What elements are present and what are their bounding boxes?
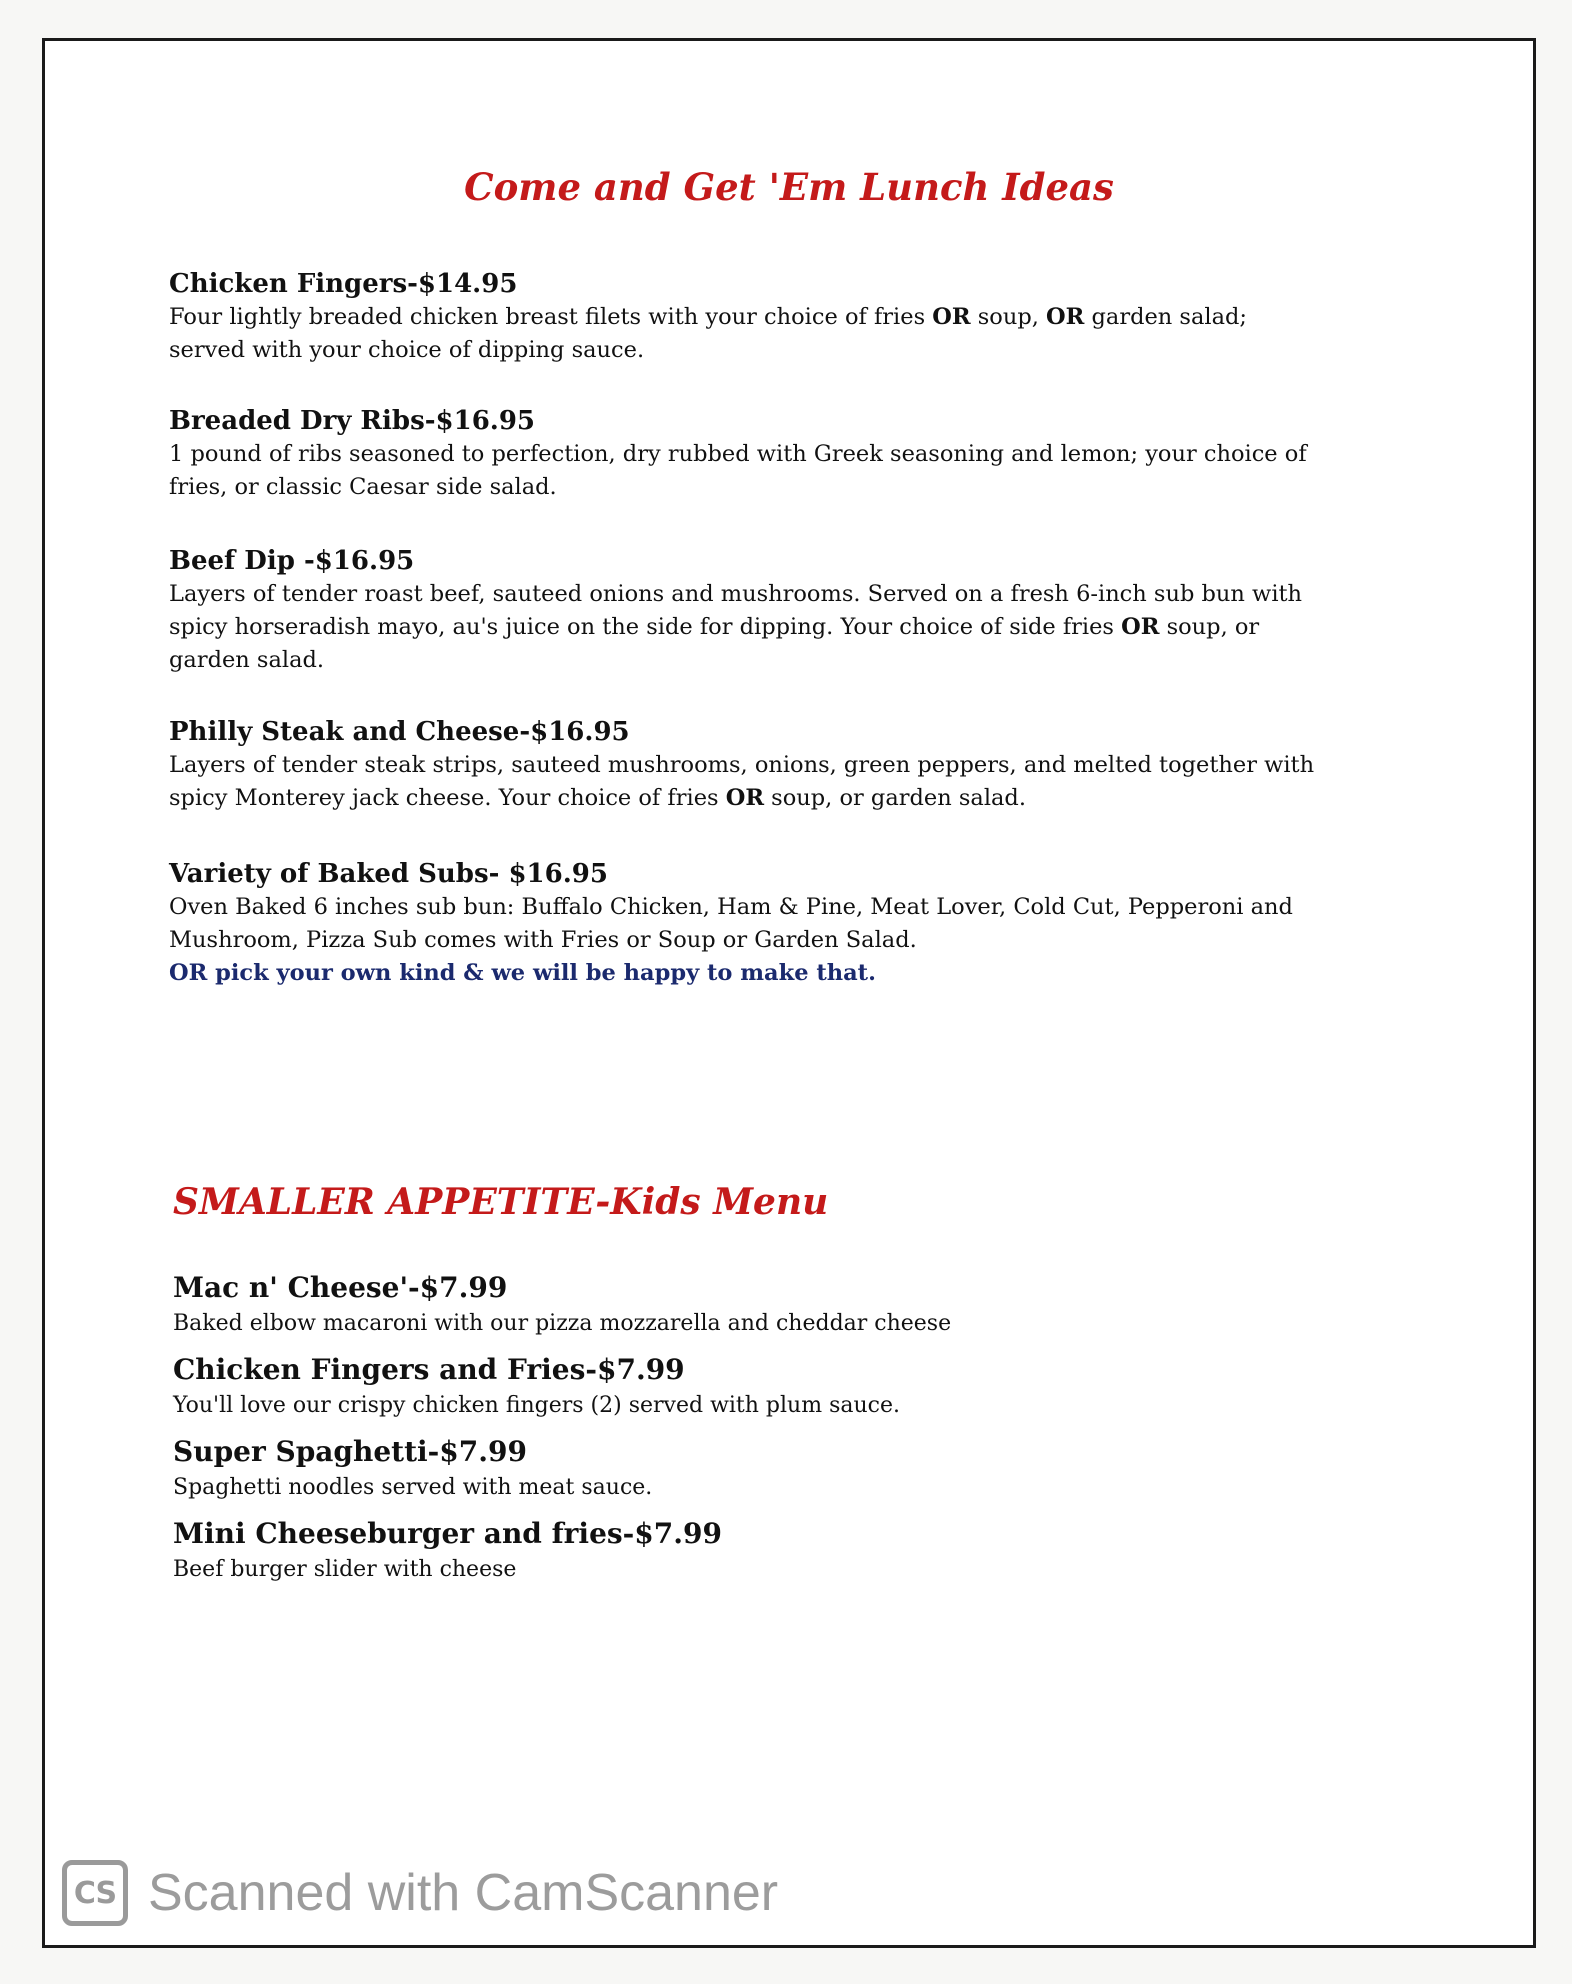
camscanner-logo-icon: CS <box>62 1860 128 1926</box>
kids-section-title: SMALLER APPETITE-Kids Menu <box>173 1181 829 1223</box>
menu-item-name: Beef Dip -$16.95 <box>169 546 415 576</box>
menu-item-name: Breaded Dry Ribs-$16.95 <box>169 406 536 436</box>
menu-item-description-line <box>169 334 1469 367</box>
menu-item-description-line <box>169 644 1469 677</box>
description-text: 1 pound of ribs seasoned to perfection, dry rubbed with Greek seasoning and lemon; your choice of <box>169 441 1307 467</box>
kids-menu-item-name: Chicken Fingers and Fries-$7.99 <box>173 1353 685 1386</box>
menu-item-description-line <box>169 782 1469 815</box>
kids-menu-item <box>173 1515 1273 1587</box>
menu-item-description-line <box>169 924 1469 957</box>
menu-item <box>169 267 1469 367</box>
description-text: Layers of tender steak strips, sauteed mushrooms, onions, green peppers, and melted together with <box>169 752 1315 778</box>
description-text: fries, or classic Caesar side salad. <box>169 474 557 500</box>
menu-item-name: Philly Steak and Cheese-$16.95 <box>169 717 630 747</box>
menu-item <box>169 544 1469 677</box>
description-text: garden salad; <box>1084 304 1247 330</box>
kids-menu-item-description: Beef burger slider with cheese <box>173 1557 517 1582</box>
kids-menu-item-description: You'll love our crispy chicken fingers (2) served with plum sauce. <box>173 1393 900 1418</box>
menu-item-description-line <box>169 891 1469 924</box>
menu-item-description-line <box>169 578 1469 611</box>
kids-menu-item-name: Super Spaghetti-$7.99 <box>173 1435 527 1468</box>
camscanner-watermark <box>62 1860 778 1926</box>
menu-item-description-line <box>169 301 1469 334</box>
menu-item-description-line <box>169 438 1469 471</box>
description-text: Oven Baked 6 inches sub bun: Buffalo Chicken, Ham & Pine, Meat Lover, Cold Cut, Pepperoni and <box>169 894 1293 920</box>
emphasis-text: OR <box>932 304 971 330</box>
menu-item <box>169 715 1469 815</box>
description-text: Layers of tender roast beef, sauteed onions and mushrooms. Served on a fresh 6-inch sub bun with <box>169 581 1303 607</box>
kids-menu-item-description: Spaghetti noodles served with meat sauce. <box>173 1475 653 1500</box>
description-text: Four lightly breaded chicken breast filets with your choice of fries <box>169 304 933 330</box>
menu-item <box>169 404 1469 504</box>
kids-menu-item-name: Mini Cheeseburger and fries-$7.99 <box>173 1517 722 1550</box>
lunch-section-title: Come and Get 'Em Lunch Ideas <box>464 165 1114 209</box>
lunch-items-list <box>169 267 1469 1027</box>
menu-item <box>169 857 1469 990</box>
description-text: spicy horseradish mayo, au's juice on the side for dipping. Your choice of side fries <box>169 614 1122 640</box>
camscanner-text: Scanned with CamScanner <box>148 1864 779 1922</box>
emphasis-text: OR <box>1121 614 1160 640</box>
menu-item-name: Chicken Fingers-$14.95 <box>169 269 518 299</box>
menu-item-description-line <box>169 749 1469 782</box>
description-text: soup, or <box>1159 614 1260 640</box>
description-text: Mushroom, Pizza Sub comes with Fries or Soup or Garden Salad. <box>169 927 917 953</box>
description-text: spicy Monterey jack cheese. Your choice of fries <box>169 785 726 811</box>
emphasis-text: OR <box>725 785 765 811</box>
kids-menu-item-description: Baked elbow macaroni with our pizza mozzarella and cheddar cheese <box>173 1311 952 1336</box>
kids-menu-item <box>173 1433 1273 1505</box>
menu-item-note: OR pick your own kind & we will be happy to make that. <box>169 960 876 986</box>
emphasis-text: OR <box>1046 304 1085 330</box>
menu-page <box>42 38 1536 1948</box>
kids-menu-item-name: Mac n' Cheese'-$7.99 <box>173 1271 508 1304</box>
description-text: soup, <box>970 304 1047 330</box>
description-text: soup, or garden salad. <box>764 785 1026 811</box>
description-text: served with your choice of dipping sauce. <box>169 337 645 363</box>
menu-item-description-line <box>169 471 1469 504</box>
kids-menu-item <box>173 1269 1273 1341</box>
menu-item-description-line <box>169 611 1469 644</box>
menu-item-name: Variety of Baked Subs- $16.95 <box>169 859 608 889</box>
menu-content <box>45 41 1533 1945</box>
kids-items-list <box>173 1269 1273 1597</box>
description-text: garden salad. <box>169 647 325 673</box>
kids-menu-item <box>173 1351 1273 1423</box>
